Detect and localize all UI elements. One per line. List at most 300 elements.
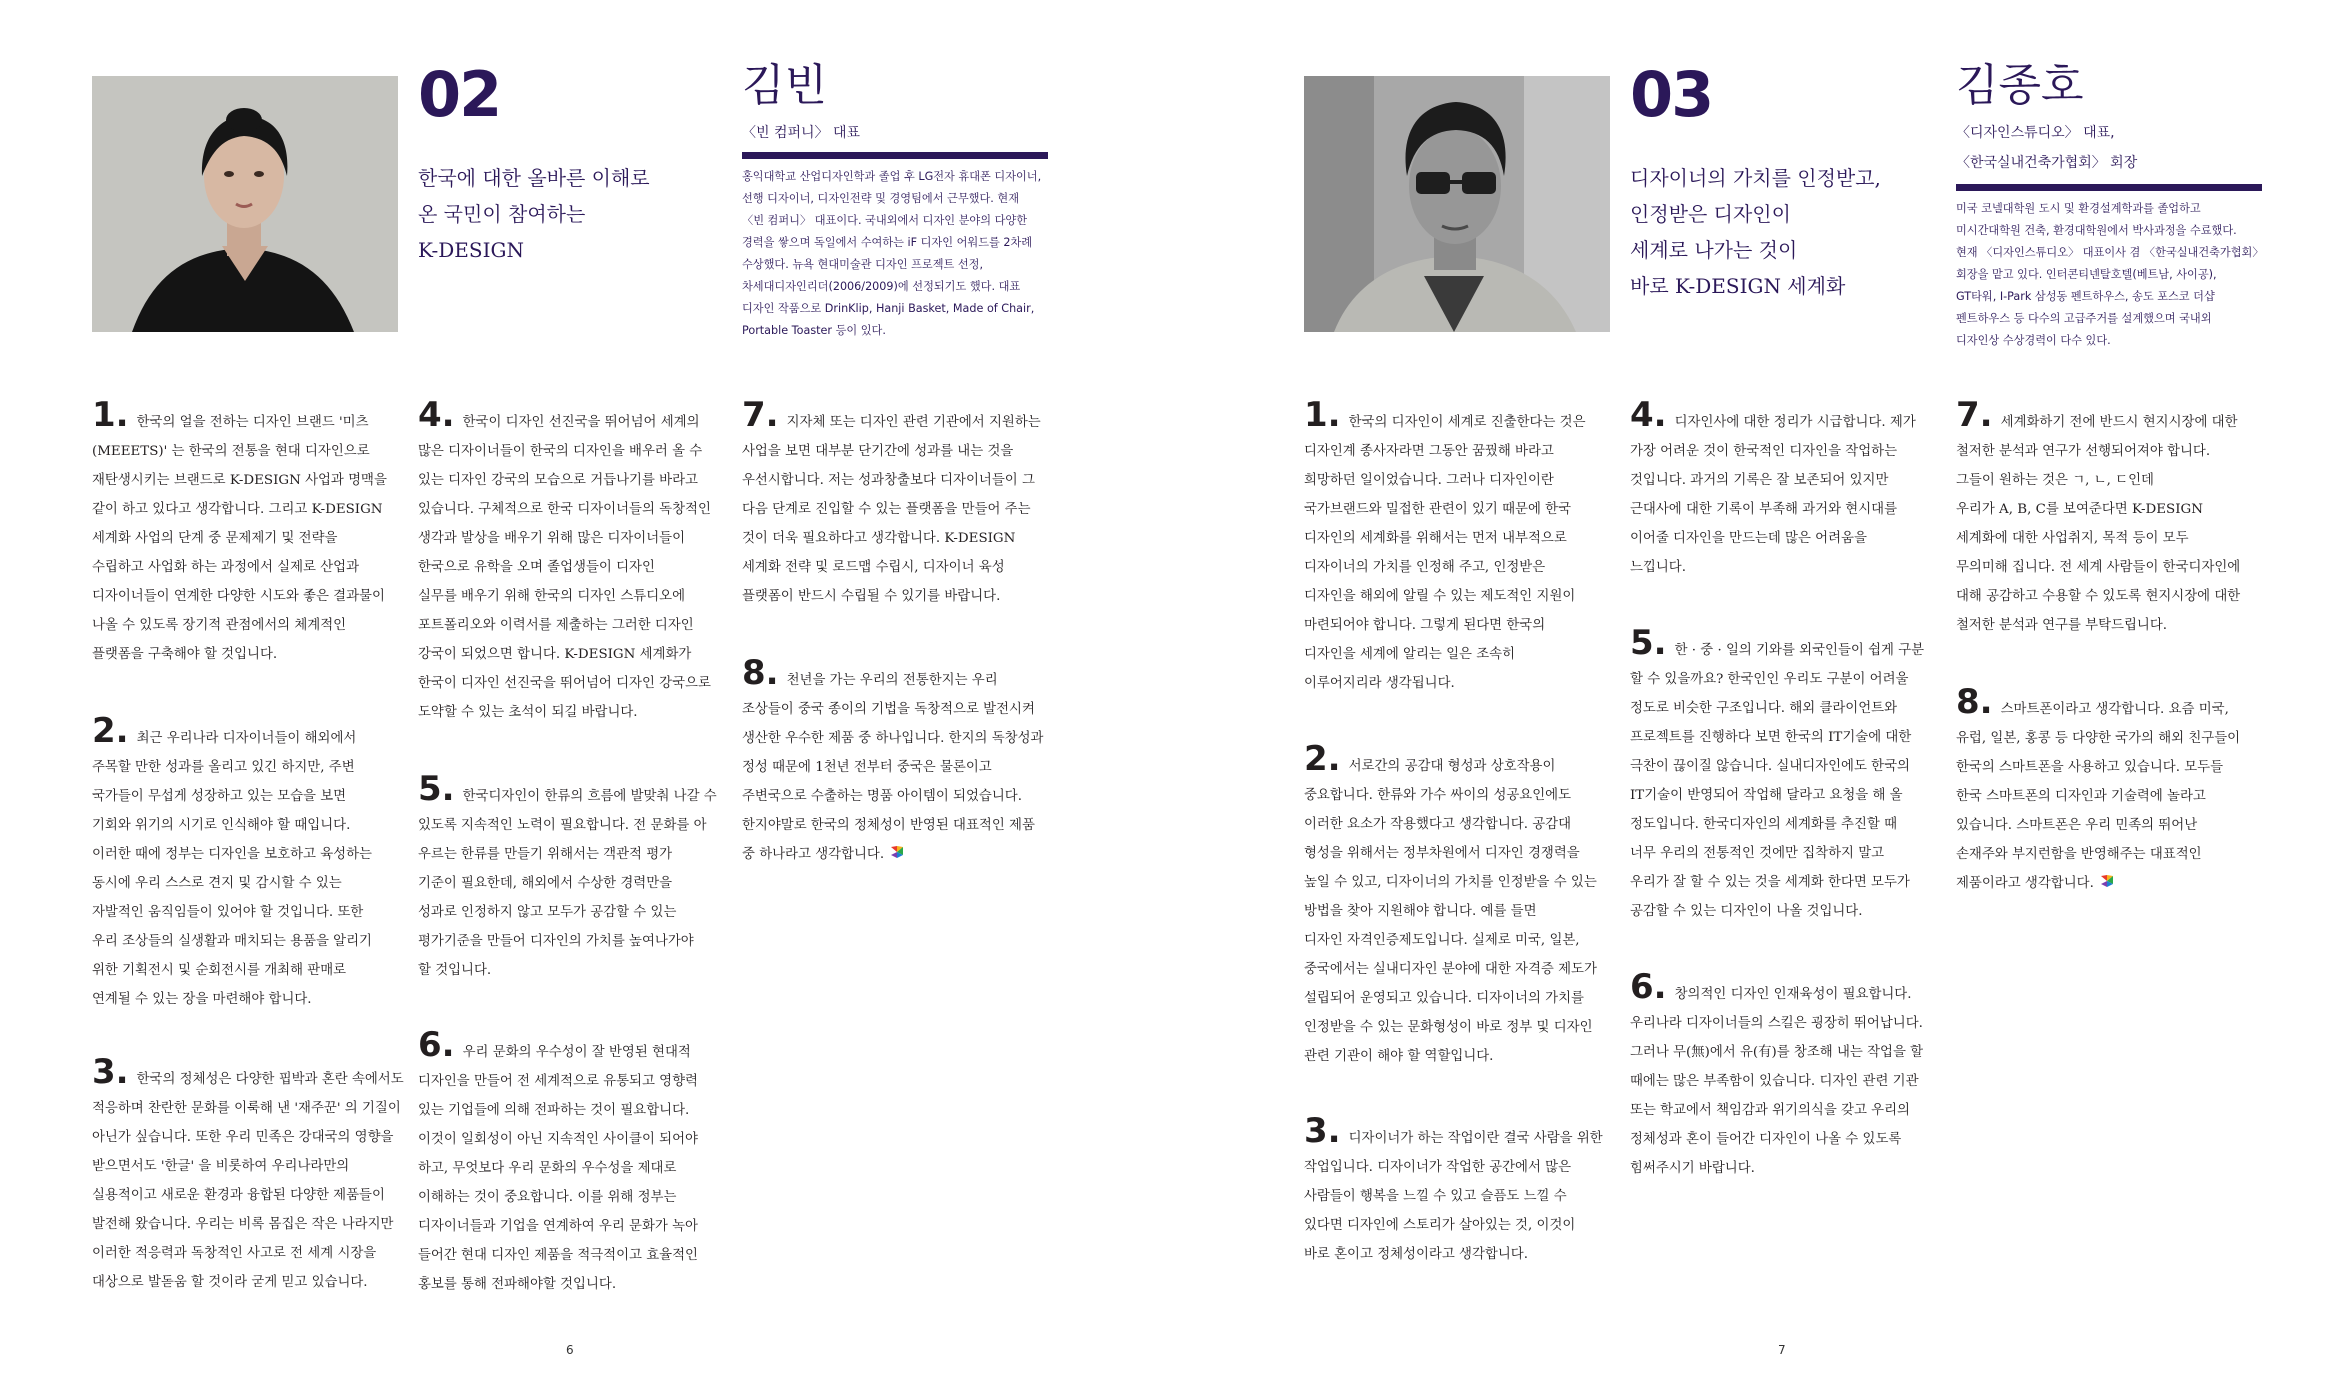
item-line	[1304, 669, 1616, 698]
item-line	[418, 1212, 730, 1241]
item-line	[418, 869, 730, 898]
qa-item-3	[92, 1052, 404, 1297]
item-line	[1630, 967, 1942, 1009]
item-line	[742, 395, 1054, 437]
item-line	[1630, 694, 1942, 723]
item-line	[1304, 582, 1616, 611]
item-text: 나올 수 있도록 장기적 관점에서의 체계적인	[92, 618, 347, 633]
item-number: 7.	[1956, 395, 1993, 435]
item-text: 적응하며 찬란한 문화를 이룩해 낸 '재주꾼' 의 기질이	[92, 1101, 401, 1116]
profile-slogan: 디자이너의 가치를 인정받고, 인정받은 디자인이 세계로 나가는 것이 바로 K-DESIGN 세계화	[1630, 166, 1881, 298]
item-line	[418, 769, 730, 811]
item-line	[418, 553, 730, 582]
profile-number: 03	[1630, 58, 1713, 131]
item-text: 이러한 요소가 작용했다고 생각합니다. 공감대	[1304, 817, 1572, 832]
item-line	[1304, 810, 1616, 839]
item-text: 중요합니다. 한류와 가수 싸이의 성공요인에도	[1304, 788, 1572, 803]
item-text: 재탄생시키는 브랜드로 K-DESIGN 사업과 명맥을	[92, 473, 387, 488]
qa-item-5	[418, 769, 730, 985]
item-line	[92, 898, 404, 927]
item-text: 한국의 정체성은 다양한 핍박과 혼란 속에서도	[136, 1072, 404, 1087]
item-text: 관련 기관이 해야 할 역할입니다.	[1304, 1049, 1494, 1064]
item-text: 기준이 필요한데, 해외에서 수상한 경력만을	[418, 876, 673, 891]
item-text: 이해하는 것이 중요합니다. 이를 위해 정부는	[418, 1190, 677, 1205]
item-text: 유럽, 일본, 홍콩 등 다양한 국가의 해외 친구들이	[1956, 731, 2241, 746]
item-text: 들어간 현대 디자인 제품을 적극적이고 효율적인	[418, 1248, 698, 1263]
profile-name: 김빈	[742, 60, 828, 111]
qa-item-4	[418, 395, 730, 727]
item-line	[92, 1268, 404, 1297]
item-line	[1630, 553, 1942, 582]
item-text: 한국 스마트폰의 디자인과 기술력에 놀라고	[1956, 789, 2206, 804]
item-text: 위한 기획전시 및 순회전시를 개최해 판매로	[92, 963, 347, 978]
item-text: (MEEETS)' 는 한국의 전통을 현대 디자인으로	[92, 444, 370, 459]
qa-item-7	[1956, 395, 2268, 640]
item-text: 정성 때문에 1천년 전부터 중국은 물론이고	[742, 760, 992, 775]
item-text: 성과로 인정하지 않고 모두가 공감할 수 있는	[418, 905, 677, 920]
item-line	[92, 495, 404, 524]
item-text: 서로간의 공감대 형성과 상호작용이	[1348, 759, 1556, 774]
item-text: 조상들이 중국 종이의 기법을 독창적으로 발전시켜	[742, 702, 1035, 717]
item-text: 천년을 가는 우리의 전통한지는 우리	[786, 673, 998, 688]
item-line	[1630, 466, 1942, 495]
item-number: 4.	[1630, 395, 1667, 435]
item-text: 대해 공감하고 수용할 수 있도록 현지시장에 대한	[1956, 589, 2241, 604]
item-text: 공감할 수 있는 디자인이 나올 것입니다.	[1630, 904, 1863, 919]
item-line	[1304, 984, 1616, 1013]
item-text: 실용적이고 새로운 환경과 융합된 다양한 제품들이	[92, 1188, 385, 1203]
profile-title: 〈디자인스튜디오〉 대표, 〈한국실내건축가협회〉 회장	[1956, 125, 2138, 171]
end-mark-icon	[2100, 874, 2114, 888]
page-number: 6	[566, 1343, 574, 1357]
item-line	[92, 1052, 404, 1094]
item-text: 한국이 디자인 선진국을 뛰어넘어 세계의	[462, 415, 700, 430]
item-text: 마련되어야 합니다. 그렇게 된다면 한국의	[1304, 618, 1546, 633]
item-line	[1304, 739, 1616, 781]
item-line	[1630, 752, 1942, 781]
item-line	[1304, 1240, 1616, 1269]
portrait-photo-kim-bin	[92, 76, 398, 332]
item-text: 기회와 위기의 시기로 인식해야 할 때입니다.	[92, 818, 351, 833]
item-text: 이것이 일회성이 아닌 지속적인 사이클이 되어야	[418, 1132, 698, 1147]
item-text: 주변국으로 수출하는 명품 아이템이 되었습니다.	[742, 789, 1022, 804]
item-line	[418, 1125, 730, 1154]
item-text: 우리가 잘 할 수 있는 것을 세계화 한다면 모두가	[1630, 875, 1910, 890]
qa-item-7	[742, 395, 1054, 611]
item-line	[418, 927, 730, 956]
item-line	[1956, 811, 2268, 840]
qa-item-2	[92, 711, 404, 1014]
item-text: 이러한 때에 정부는 디자인을 보호하고 육성하는	[92, 847, 372, 862]
item-text: 평가기준을 만들어 디자인의 가치를 높여나가야	[418, 934, 694, 949]
item-text: 한국이 디자인 선진국을 뛰어넘어 디자인 강국으로	[418, 676, 711, 691]
item-text: 디자인의 세계화를 위해서는 먼저 내부적으로	[1304, 531, 1567, 546]
item-number: 8.	[742, 653, 779, 693]
item-line	[92, 840, 404, 869]
page-number: 7	[1778, 1343, 1786, 1357]
item-line	[742, 466, 1054, 495]
item-line	[1630, 524, 1942, 553]
item-line	[418, 466, 730, 495]
item-text: 한지야말로 한국의 정체성이 반영된 대표적인 제품	[742, 818, 1035, 833]
item-line	[742, 437, 1054, 466]
item-line	[92, 1210, 404, 1239]
item-line	[742, 653, 1054, 695]
item-line	[1304, 926, 1616, 955]
item-line	[1630, 1125, 1942, 1154]
qa-item-8	[742, 653, 1054, 869]
item-line	[1304, 640, 1616, 669]
item-line	[92, 1181, 404, 1210]
item-text: 세계화에 대한 사업취지, 목적 등이 모두	[1956, 531, 2189, 546]
item-number: 3.	[92, 1052, 129, 1092]
item-line	[418, 437, 730, 466]
item-line	[1956, 753, 2268, 782]
item-text: 한국의 얼을 전하는 디자인 브랜드 '미츠	[136, 415, 369, 430]
item-text: 있도록 지속적인 노력이 필요합니다. 전 문화를 아	[418, 818, 707, 833]
item-line	[742, 782, 1054, 811]
profile-bio: 미국 코넬대학원 도시 및 환경설계학과를 졸업하고 미시간대학원 건축, 환경대학원에서 박사과정을 수료했다. 현재 〈디자인스튜디오〉 대표이사 겸 〈한국실내건축가협회〉 회장을 맡고 있다. 인터콘티넨탈호텔(베트남, 사이공), GT타워, I-Park 삼성동 펜트하우스, 송도 포스코 더샵 펜트하우스 등 다수의 고급주거를 설계했으며 국내외 디자인상 수상경력이 다수 있다.	[1956, 202, 2264, 347]
qa-item-2	[1304, 739, 1616, 1071]
item-text: 작업입니다. 디자이너가 작업한 공간에서 많은	[1304, 1160, 1572, 1175]
item-line	[418, 640, 730, 669]
item-text: 높일 수 있고, 디자이너의 가치를 인정받을 수 있는	[1304, 875, 1597, 890]
qa-item-5	[1630, 623, 1942, 926]
item-text: 세계화 사업의 단계 중 문제제기 및 전략을	[92, 531, 338, 546]
item-text: 한국의 스마트폰을 사용하고 있습니다. 모두들	[1956, 760, 2224, 775]
item-line	[1956, 395, 2268, 437]
item-line	[1956, 611, 2268, 640]
item-text: 홍보를 통해 전파해야할 것입니다.	[418, 1277, 617, 1292]
qa-item-1	[92, 395, 404, 669]
item-number: 1.	[92, 395, 129, 435]
item-line	[92, 437, 404, 466]
item-text: 실무를 배우기 위해 한국의 디자인 스튜디오에	[418, 589, 686, 604]
item-line	[1304, 1042, 1616, 1071]
item-line	[418, 698, 730, 727]
item-text: 한국으로 유학을 오며 졸업생들이 디자인	[418, 560, 655, 575]
item-text: 정도로 비슷한 구조입니다. 해외 클라이언트와	[1630, 701, 1898, 716]
item-text: 연계될 수 있는 장을 마련해야 합니다.	[92, 992, 312, 1007]
item-text: 것입니다. 과거의 기록은 잘 보존되어 있지만	[1630, 473, 1889, 488]
item-line	[1304, 1153, 1616, 1182]
item-text: 희망하던 일이었습니다. 그러나 디자인이란	[1304, 473, 1554, 488]
item-line	[1304, 781, 1616, 810]
item-number: 7.	[742, 395, 779, 435]
item-text: 철저한 분석과 연구를 부탁드립니다.	[1956, 618, 2168, 633]
item-line	[418, 1067, 730, 1096]
item-text: 한국의 디자인이 세계로 진출한다는 것은	[1348, 415, 1586, 430]
item-text: 할 수 있을까요? 한국인인 우리도 구분이 어려울	[1630, 672, 1909, 687]
item-text: 설립되어 운영되고 있습니다. 디자이너의 가치를	[1304, 991, 1584, 1006]
item-text: 정도입니다. 한국디자인의 세계화를 추진할 때	[1630, 817, 1898, 832]
item-text: 스마트폰이라고 생각합니다. 요즘 미국,	[2000, 702, 2229, 717]
item-text: 자발적인 움직임들이 있어야 할 것입니다. 또한	[92, 905, 364, 920]
item-line	[92, 927, 404, 956]
item-text: 이러한 적응력과 독창적인 사고로 전 세계 시장을	[92, 1246, 377, 1261]
item-number: 5.	[418, 769, 455, 809]
item-line	[742, 724, 1054, 753]
profile-title: 〈빈 컴퍼니〉 대표	[742, 125, 861, 141]
item-text: 받으면서도 '한글' 을 비롯하여 우리나라만의	[92, 1159, 350, 1174]
item-text: 중 하나라고 생각합니다.	[742, 847, 885, 862]
item-line	[1630, 437, 1942, 466]
item-line	[1304, 1111, 1616, 1153]
item-line	[1630, 781, 1942, 810]
item-text: 디자인을 해외에 알릴 수 있는 제도적인 지원이	[1304, 589, 1576, 604]
left-page	[0, 0, 1171, 1400]
item-line	[418, 582, 730, 611]
item-line	[1956, 553, 2268, 582]
item-number: 8.	[1956, 682, 1993, 722]
item-text: 주목할 만한 성과를 올리고 있긴 하지만, 주변	[92, 760, 355, 775]
item-text: 극찬이 끊이질 않습니다. 실내디자인에도 한국의	[1630, 759, 1910, 774]
item-line	[1304, 466, 1616, 495]
item-line	[418, 840, 730, 869]
item-text: 디자인 자격인증제도입니다. 실제로 미국, 일본,	[1304, 933, 1580, 948]
item-text: 가장 어려운 것이 한국적인 디자인을 작업하는	[1630, 444, 1898, 459]
profile-number: 02	[418, 58, 501, 131]
item-text: 때에는 많은 부족함이 있습니다. 디자인 관련 기관	[1630, 1074, 1919, 1089]
qa-item-1	[1304, 395, 1616, 698]
item-text: 형성을 위해서는 정부차원에서 디자인 경쟁력을	[1304, 846, 1580, 861]
item-text: 플랫폼이 반드시 수립될 수 있기를 바랍니다.	[742, 589, 1001, 604]
item-line	[1304, 395, 1616, 437]
item-line	[742, 582, 1054, 611]
item-number: 2.	[92, 711, 129, 751]
item-text: 힘써주시기 바랍니다.	[1630, 1161, 1755, 1176]
item-line	[1630, 1009, 1942, 1038]
item-text: 우르는 한류를 만들기 위해서는 객관적 평가	[418, 847, 673, 862]
item-line	[1630, 1154, 1942, 1183]
item-line	[1956, 782, 2268, 811]
qa-item-8	[1956, 682, 2268, 898]
item-text: 도약할 수 있는 초석이 되길 바랍니다.	[418, 705, 638, 720]
qa-item-4	[1630, 395, 1942, 582]
item-text: 아닌가 싶습니다. 또한 우리 민족은 강대국의 영향을	[92, 1130, 394, 1145]
profile-name: 김종호	[1956, 60, 2084, 111]
item-number: 5.	[1630, 623, 1667, 663]
item-text: 생산한 우수한 제품 중 하나입니다. 한지의 독창성과	[742, 731, 1044, 746]
item-line	[418, 1154, 730, 1183]
item-line	[1630, 1096, 1942, 1125]
item-line	[92, 553, 404, 582]
item-line	[418, 611, 730, 640]
item-text: 창의적인 디자인 인재육성이 필요합니다.	[1674, 987, 1912, 1002]
item-text: 바로 혼이고 정체성이라고 생각합니다.	[1304, 1247, 1528, 1262]
item-line	[92, 611, 404, 640]
item-line	[742, 840, 1054, 869]
item-text: 같이 하고 있다고 생각합니다. 그리고 K-DESIGN	[92, 502, 383, 517]
item-text: 세계화 전략 및 로드맵 수립시, 디자이너 육성	[742, 560, 1005, 575]
item-line	[1630, 1038, 1942, 1067]
item-line	[92, 753, 404, 782]
item-text: 느낍니다.	[1630, 560, 1686, 575]
item-text: 지자체 또는 디자인 관련 기관에서 지원하는	[786, 415, 1041, 430]
item-text: 세계화하기 전에 반드시 현지시장에 대한	[2000, 415, 2238, 430]
item-line	[1304, 1211, 1616, 1240]
item-line	[1304, 897, 1616, 926]
item-text: 이루어지리라 생각됩니다.	[1304, 676, 1455, 691]
item-text: 디자인계 종사자라면 그동안 꿈꿨해 바라고	[1304, 444, 1554, 459]
item-text: 할 것입니다.	[418, 963, 492, 978]
item-text: 디자이너가 하는 작업이란 결국 사람을 위한	[1348, 1131, 1603, 1146]
item-text: 디자인을 만들어 전 세계적으로 유통되고 영향력	[418, 1074, 698, 1089]
item-line	[1630, 623, 1942, 665]
item-line	[92, 1239, 404, 1268]
item-line	[1304, 868, 1616, 897]
item-text: 우리 문화의 우수성이 잘 반영된 현대적	[462, 1045, 691, 1060]
item-text: 있습니다. 스마트폰은 우리 민족의 뛰어난	[1956, 818, 2198, 833]
item-line	[1304, 611, 1616, 640]
item-text: 디자이너들이 연계한 다양한 시도와 좋은 결과물이	[92, 589, 385, 604]
item-line	[92, 711, 404, 753]
item-line	[1630, 897, 1942, 926]
item-text: 대상으로 발돋움 할 것이라 굳게 믿고 있습니다.	[92, 1275, 368, 1290]
item-text: 사람들이 행복을 느낄 수 있고 슬픔도 느낄 수	[1304, 1189, 1567, 1204]
profile-divider	[1956, 184, 2262, 191]
item-text: 디자인사에 대한 정리가 시급합니다. 제가	[1674, 415, 1916, 430]
item-line	[1630, 723, 1942, 752]
item-line	[418, 1270, 730, 1299]
item-line	[1630, 495, 1942, 524]
item-line	[1630, 868, 1942, 897]
item-line	[1956, 495, 2268, 524]
item-text: 발전해 왔습니다. 우리는 비록 몸집은 작은 나라지만	[92, 1217, 394, 1232]
item-line	[742, 495, 1054, 524]
item-text: 우리가 A, B, C를 보여준다면 K-DESIGN	[1956, 502, 2203, 517]
item-number: 1.	[1304, 395, 1341, 435]
item-text: 우리나라 디자이너들의 스킬은 굉장히 뛰어납니다.	[1630, 1016, 1923, 1031]
item-line	[742, 753, 1054, 782]
item-text: 사업을 보면 대부분 단기간에 성과를 내는 것을	[742, 444, 1014, 459]
item-line	[92, 640, 404, 669]
qa-item-3	[1304, 1111, 1616, 1269]
item-text: 다음 단계로 진입할 수 있는 플랫폼을 만들어 주는	[742, 502, 1031, 517]
item-text: 우선시합니다. 저는 성과창출보다 디자이너들이 그	[742, 473, 1035, 488]
item-text: 플랫폼을 구축해야 할 것입니다.	[92, 647, 278, 662]
item-text: 있는 디자인 강국의 모습으로 거듭나기를 바라고	[418, 473, 698, 488]
right-page	[1172, 0, 2343, 1400]
item-line	[1956, 524, 2268, 553]
item-line	[742, 553, 1054, 582]
item-number: 6.	[418, 1025, 455, 1065]
item-text: 그들이 원하는 것은 ㄱ, ㄴ, ㄷ인데	[1956, 473, 2154, 488]
item-text: 제품이라고 생각합니다.	[1956, 876, 2094, 891]
item-line	[418, 898, 730, 927]
item-line	[1956, 437, 2268, 466]
item-line	[1304, 839, 1616, 868]
qa-item-6	[1630, 967, 1942, 1183]
item-text: 한 · 중 · 일의 기와를 외국인들이 쉽게 구분	[1674, 643, 1925, 658]
profile-bio: 홍익대학교 산업디자인학과 졸업 후 LG전자 휴대폰 디자이너, 선행 디자이너, 디자인전략 및 경영팀에서 근무했다. 현재 〈빈 컴퍼니〉 대표이다. 국내외에서 디자인 분야의 다양한 경력을 쌓으며 독일에서 수여하는 iF 디자인 어워드를 2차례 수상했다. 뉴욕 현대미술관 디자인 프로젝트 선정, 차세대디자인리더(2006/2009)에 선정되기도 했다. 대표 디자인 작품으로 DrinKlip, Hanji Basket, Made of Chair, Portable Toaster 등이 있다.	[742, 170, 1042, 337]
item-line	[1956, 724, 2268, 753]
item-line	[1956, 466, 2268, 495]
item-line	[418, 811, 730, 840]
item-text: 생각과 발상을 배우기 위해 많은 디자이너들이	[418, 531, 686, 546]
item-line	[418, 1025, 730, 1067]
item-text: 근대사에 대한 기록이 부족해 과거와 현시대를	[1630, 502, 1898, 517]
item-line	[1956, 869, 2268, 898]
item-text: 동시에 우리 스스로 견지 및 감시할 수 있는	[92, 876, 342, 891]
item-text: 하고, 무엇보다 우리 문화의 우수성을 제대로	[418, 1161, 677, 1176]
item-line	[418, 495, 730, 524]
item-line	[1630, 665, 1942, 694]
item-line	[92, 524, 404, 553]
item-line	[418, 1096, 730, 1125]
item-text: 방법을 찾아 지원해야 합니다. 예를 들면	[1304, 904, 1537, 919]
item-text: 것이 더욱 필요하다고 생각합니다. K-DESIGN	[742, 531, 1016, 546]
item-text: 철저한 분석과 연구가 선행되어져야 합니다.	[1956, 444, 2211, 459]
item-line	[742, 524, 1054, 553]
item-line	[1304, 1013, 1616, 1042]
item-line	[1304, 553, 1616, 582]
item-line	[1304, 437, 1616, 466]
item-line	[1630, 395, 1942, 437]
item-text: 그러나 무(無)에서 유(有)를 창조해 내는 작업을 할	[1630, 1045, 1924, 1060]
item-line	[92, 811, 404, 840]
item-line	[1630, 1067, 1942, 1096]
item-line	[1630, 839, 1942, 868]
item-line	[418, 524, 730, 553]
item-line	[92, 782, 404, 811]
item-text: 너무 우리의 전통적인 것에만 집착하지 말고	[1630, 846, 1885, 861]
item-number: 6.	[1630, 967, 1667, 1007]
item-text: 프로젝트를 진행하다 보면 한국의 IT기술에 대한	[1630, 730, 1912, 745]
item-number: 4.	[418, 395, 455, 435]
profile-divider	[742, 152, 1048, 159]
item-line	[742, 695, 1054, 724]
item-line	[1304, 1182, 1616, 1211]
item-line	[92, 985, 404, 1014]
item-text: 또는 학교에서 책임감과 위기의식을 갖고 우리의	[1630, 1103, 1910, 1118]
item-text: 포트폴리오와 이력서를 제출하는 그러한 디자인	[418, 618, 694, 633]
item-number: 3.	[1304, 1111, 1341, 1151]
item-line	[1304, 524, 1616, 553]
item-text: 있는 기업들에 의해 전파하는 것이 필요합니다.	[418, 1103, 690, 1118]
item-line	[418, 956, 730, 985]
item-text: 국가브랜드와 밀접한 관련이 있기 때문에 한국	[1304, 502, 1572, 517]
item-line	[1956, 840, 2268, 869]
item-line	[92, 1152, 404, 1181]
item-line	[418, 1183, 730, 1212]
item-number: 2.	[1304, 739, 1341, 779]
item-text: 강국이 되었으면 합니다. K-DESIGN 세계화가	[418, 647, 692, 662]
qa-item-6	[418, 1025, 730, 1299]
item-text: 한국디자인이 한류의 흐름에 발맞춰 나갈 수	[462, 789, 717, 804]
item-line	[1630, 810, 1942, 839]
profile-slogan: 한국에 대한 올바른 이해로 온 국민이 참여하는 K-DESIGN	[418, 166, 650, 262]
item-text: IT기술이 반영되어 작업해 달라고 요청을 해 올	[1630, 788, 1903, 803]
item-line	[418, 395, 730, 437]
item-line	[1304, 955, 1616, 984]
item-line	[92, 956, 404, 985]
item-text: 우리 조상들의 실생활과 매치되는 용품을 알리기	[92, 934, 372, 949]
item-text: 이어줄 디자인을 만드는데 많은 어려움을	[1630, 531, 1867, 546]
item-line	[1956, 582, 2268, 611]
item-line	[418, 1241, 730, 1270]
item-line	[1304, 495, 1616, 524]
item-text: 중국에서는 실내디자인 분야에 대한 자격증 제도가	[1304, 962, 1597, 977]
item-text: 디자이너의 가치를 인정해 주고, 인정받은	[1304, 560, 1546, 575]
item-line	[92, 582, 404, 611]
item-line	[92, 1094, 404, 1123]
item-text: 국가들이 무섭게 성장하고 있는 모습을 보면	[92, 789, 347, 804]
item-text: 인정받을 수 있는 문화형성이 바로 정부 및 디자인	[1304, 1020, 1593, 1035]
item-line	[418, 669, 730, 698]
item-text: 수립하고 사업화 하는 과정에서 실제로 산업과	[92, 560, 360, 575]
item-text: 최근 우리나라 디자이너들이 해외에서	[136, 731, 357, 746]
